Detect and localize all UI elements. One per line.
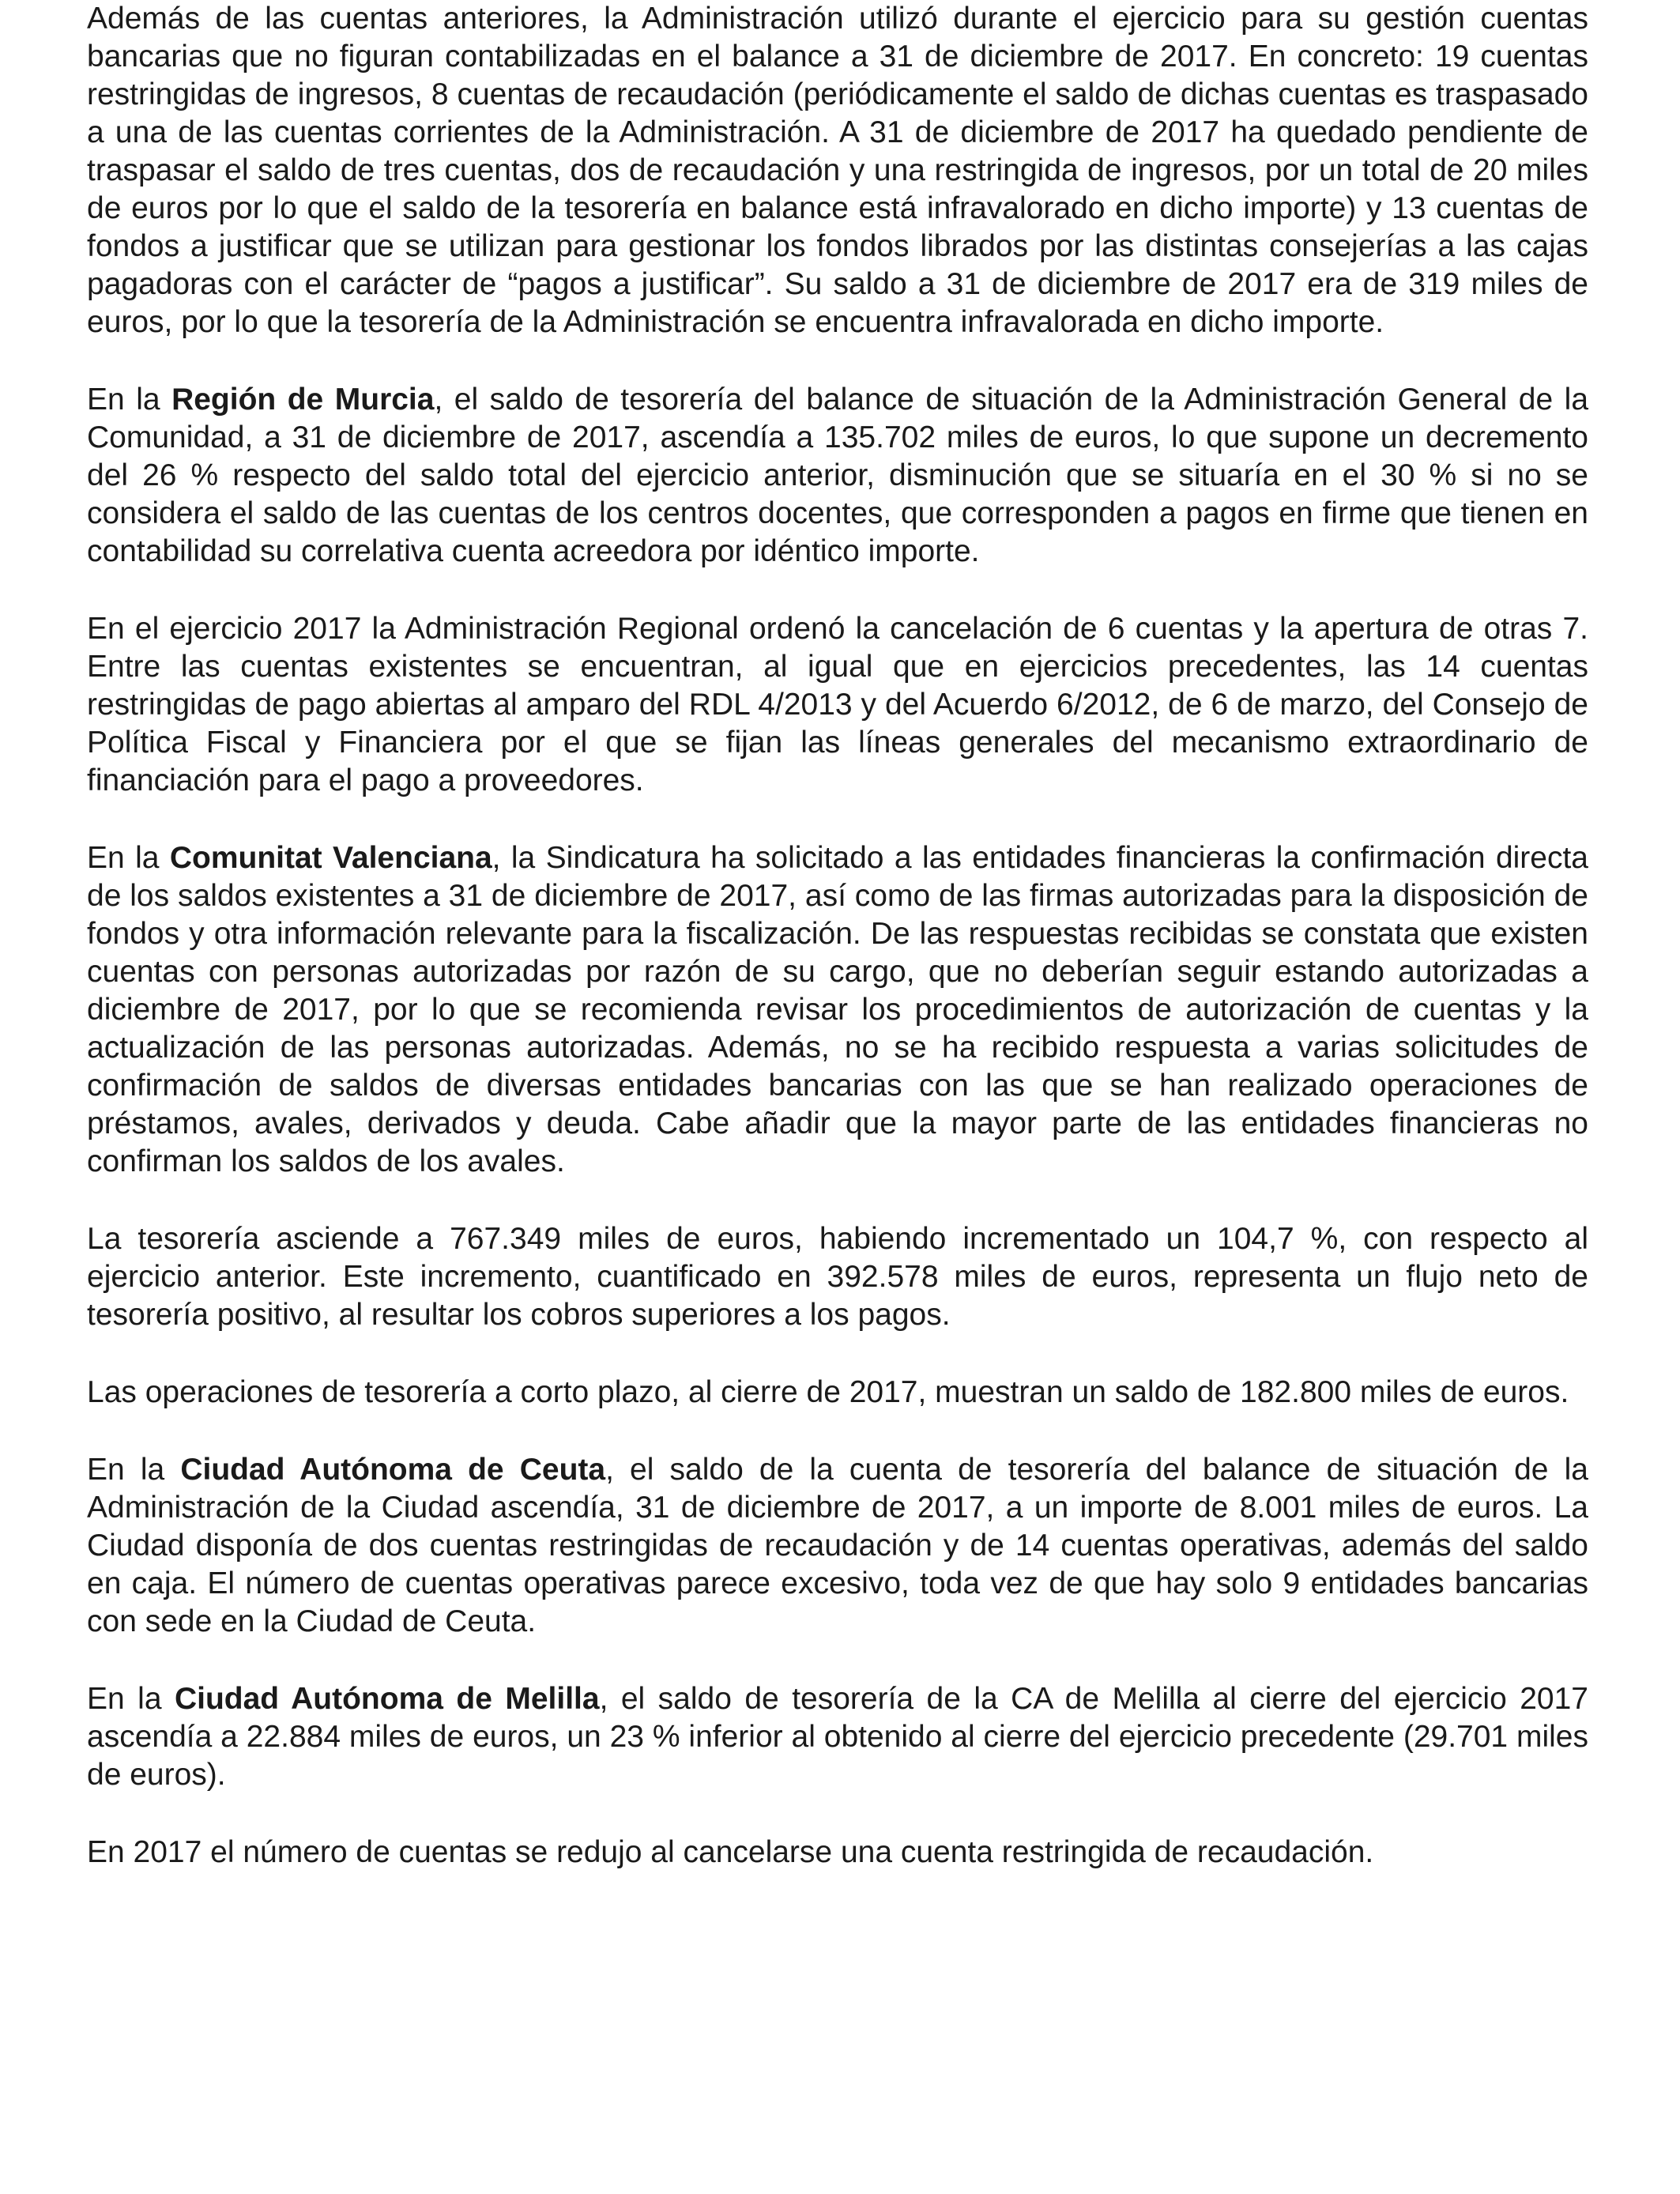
paragraph-ciudad-ceuta: [87, 1451, 1588, 1641]
paragraph-text: Las operaciones de tesorería a corto plazo, al cierre de 2017, muestran un saldo de 182.800 miles de euros.: [87, 1375, 1569, 1409]
paragraph-text: Además de las cuentas anteriores, la Administración utilizó durante el ejercicio para su gestión cuentas bancarias que no figuran contabilizadas en el balance a 31 de diciembre de 2017. En concreto: 19 cuentas restringidas de ingresos, 8 cuentas de recaudación (periódicamente el saldo de dichas cuentas es traspasado a una de las cuentas corrientes de la Administración. A 31 de diciembre de 2017 ha quedado pendiente de traspasar el saldo de tres cuentas, dos de recaudación y una restringida de ingresos, por un total de 20 miles de euros por lo que el saldo de la tesorería en balance está infravalorado en dicho importe) y 13 cuentas de fondos a justificar que se utilizan para gestionar los fondos librados por las distintas consejerías a las cajas pagadoras con el carácter de “pagos a justificar”. Su saldo a 31 de diciembre de 2017 era de 319 miles de euros, por lo que la tesorería de la Administración se encuentra infravalorada en dicho importe.: [87, 2, 1588, 339]
paragraph-text: , el saldo de tesorería del balance de situación de la Administración General de la Comunidad, a 31 de diciembre de 2017, ascendía a 135.702 miles de euros, lo que supone un decremento del 26 % respecto del saldo total del ejercicio anterior, disminución que se situaría en el 30 % si no se considera el saldo de las cuentas de los centros docentes, que corresponden a pagos en firme que tienen en contabilidad su correlativa cuenta acreedora por idéntico importe.: [87, 383, 1589, 568]
paragraph-text: En el ejercicio 2017 la Administración Regional ordenó la cancelación de 6 cuentas y la apertura de otras 7. Entre las cuentas existentes se encuentran, al igual que en ejercicios precedentes, las 14 cuentas restringidas de pago abiertas al amparo del RDL 4/2013 y del Acuerdo 6/2012, de 6 de marzo, del Consejo de Política Fiscal y Financiera por el que se fijan las líneas generales del mecanismo extraordinario de financiación para el pago a proveedores.: [87, 612, 1588, 797]
paragraph-ciudad-melilla: [87, 1680, 1588, 1794]
paragraph-cuentas-no-contabilizadas: [87, 0, 1588, 341]
paragraph-numero-cuentas-2017: [87, 1834, 1588, 1872]
paragraph-comunitat-valenciana: [87, 839, 1588, 1181]
paragraph-tesoreria-asciende: [87, 1220, 1588, 1334]
paragraph-text: En 2017 el número de cuentas se redujo al cancelarse una cuenta restringida de recaudación.: [87, 1835, 1374, 1869]
region-name-bold: Ciudad Autónoma de Melilla: [174, 1682, 600, 1716]
document-page: [87, 0, 1588, 1911]
paragraph-text: , la Sindicatura ha solicitado a las entidades financieras la confirmación directa de los saldos existentes a 31 de diciembre de 2017, así como de las firmas autorizadas para la disposición de fondos y otra información relevante para la fiscalización. De las respuestas recibidas se constata que existen cuentas con personas autorizadas por razón de su cargo, que no deberían seguir estando autorizadas a diciembre de 2017, por lo que se recomienda revisar los procedimientos de autorización de cuentas y la actualización de las personas autorizadas. Además, no se ha recibido respuesta a varias solicitudes de confirmación de saldos de diversas entidades bancarias con las que se han realizado operaciones de préstamos, avales, derivados y deuda. Cabe añadir que la mayor parte de las entidades financieras no confirman los saldos de los avales.: [87, 841, 1588, 1178]
paragraph-text: En la: [87, 841, 170, 875]
paragraph-text: En la: [87, 383, 172, 417]
region-name-bold: Comunitat Valenciana: [169, 841, 492, 875]
region-name-bold: Ciudad Autónoma de Ceuta: [180, 1453, 606, 1487]
paragraph-text: La tesorería asciende a 767.349 miles de euros, habiendo incrementado un 104,7 %, con respecto al ejercicio anterior. Este incremento, cuantificado en 392.578 miles de euros, representa un flujo neto de tesorería positivo, al resultar los cobros superiores a los pagos.: [87, 1222, 1588, 1332]
paragraph-region-murcia: [87, 381, 1588, 571]
region-name-bold: Región de Murcia: [171, 383, 435, 417]
paragraph-cancelacion-cuentas: [87, 610, 1588, 800]
paragraph-operaciones-corto-plazo: [87, 1374, 1588, 1412]
paragraph-text: En la: [87, 1682, 175, 1716]
paragraph-text: , el saldo de tesorería de la CA de Melilla al cierre del ejercicio 2017 ascendía a 22.884 miles de euros, un 23 % inferior al obtenido al cierre del ejercicio precedente (29.701 miles de euros).: [87, 1682, 1589, 1792]
paragraph-text: En la: [87, 1453, 181, 1487]
paragraph-text: , el saldo de la cuenta de tesorería del balance de situación de la Administración de la Ciudad ascendía, 31 de diciembre de 2017, a un importe de 8.001 miles de euros. La Ciudad disponía de dos cuentas restringidas de recaudación y de 14 cuentas operativas, además del saldo en caja. El número de cuentas operativas parece excesivo, toda vez de que hay solo 9 entidades bancarias con sede en la Ciudad de Ceuta.: [87, 1453, 1588, 1638]
